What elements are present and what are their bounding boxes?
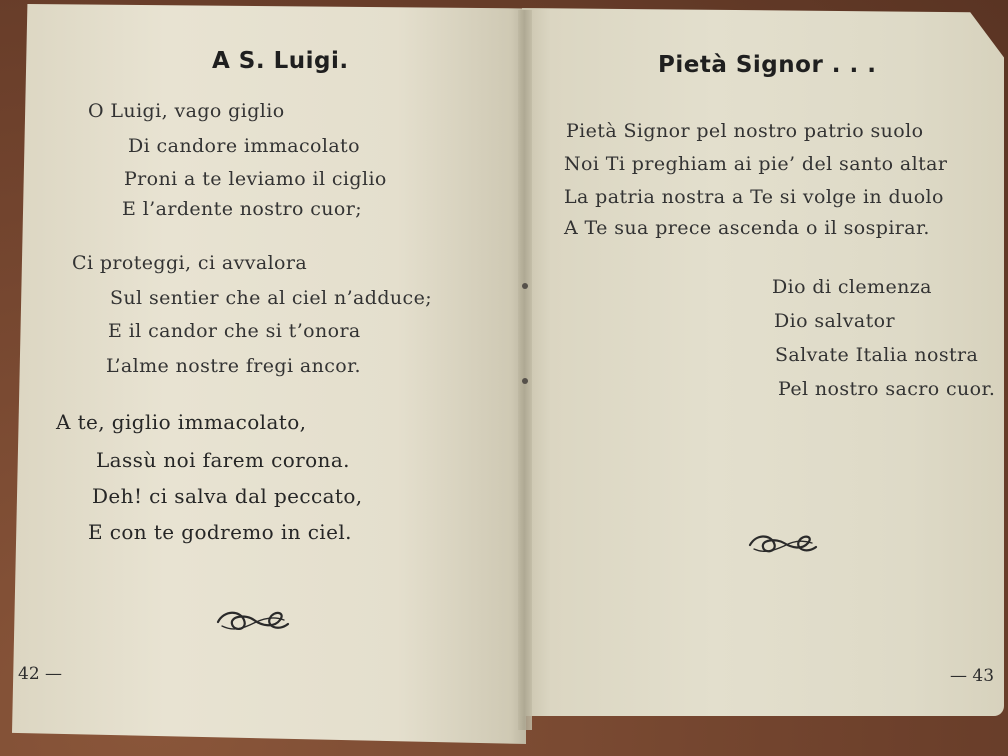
left-verse-line: L’alme nostre fregi ancor.	[106, 355, 361, 377]
book-spine	[518, 10, 532, 730]
left-verse-line: A te, giglio immacolato,	[56, 410, 307, 434]
left-page-number: 42 —	[18, 664, 63, 684]
right-verse-line: Pietà Signor pel nostro patrio suolo	[566, 120, 924, 142]
right-refrain-line: Pel nostro sacro cuor.	[778, 378, 996, 400]
flourish-ornament-icon	[746, 530, 820, 558]
right-verse-line: La patria nostra a Te si volge in duolo	[564, 186, 944, 208]
right-verse-line: Noi Ti preghiam ai pie’ del santo altar	[564, 153, 948, 175]
left-verse-line: Di candore immacolato	[128, 135, 360, 157]
left-verse-line: Sul sentier che al ciel n’adduce;	[110, 287, 433, 309]
left-verse-line: Ci proteggi, ci avvalora	[72, 252, 308, 274]
left-verse-line: E il candor che si t’onora	[108, 320, 361, 342]
flourish-ornament-icon	[214, 606, 292, 636]
left-page-title: A S. Luigi.	[212, 48, 349, 74]
right-verse-line: A Te sua prece ascenda o il sospirar.	[564, 217, 930, 239]
right-page-number: — 43	[950, 666, 995, 686]
left-verse-line: O Luigi, vago giglio	[88, 100, 285, 122]
right-page-title: Pietà Signor . . .	[658, 52, 877, 78]
right-refrain-line: Dio salvator	[774, 310, 895, 332]
right-refrain-line: Salvate Italia nostra	[775, 344, 979, 366]
left-verse-line: Proni a te leviamo il ciglio	[124, 168, 387, 190]
right-refrain-line: Dio di clemenza	[772, 276, 932, 298]
staple-icon	[522, 378, 528, 384]
left-verse-line: Lassù noi farem corona.	[96, 448, 350, 472]
staple-icon	[522, 283, 528, 289]
left-verse-line: E con te godremo in ciel.	[88, 520, 352, 544]
left-verse-line: E l’ardente nostro cuor;	[122, 198, 363, 220]
left-verse-line: Deh! ci salva dal peccato,	[92, 484, 363, 508]
